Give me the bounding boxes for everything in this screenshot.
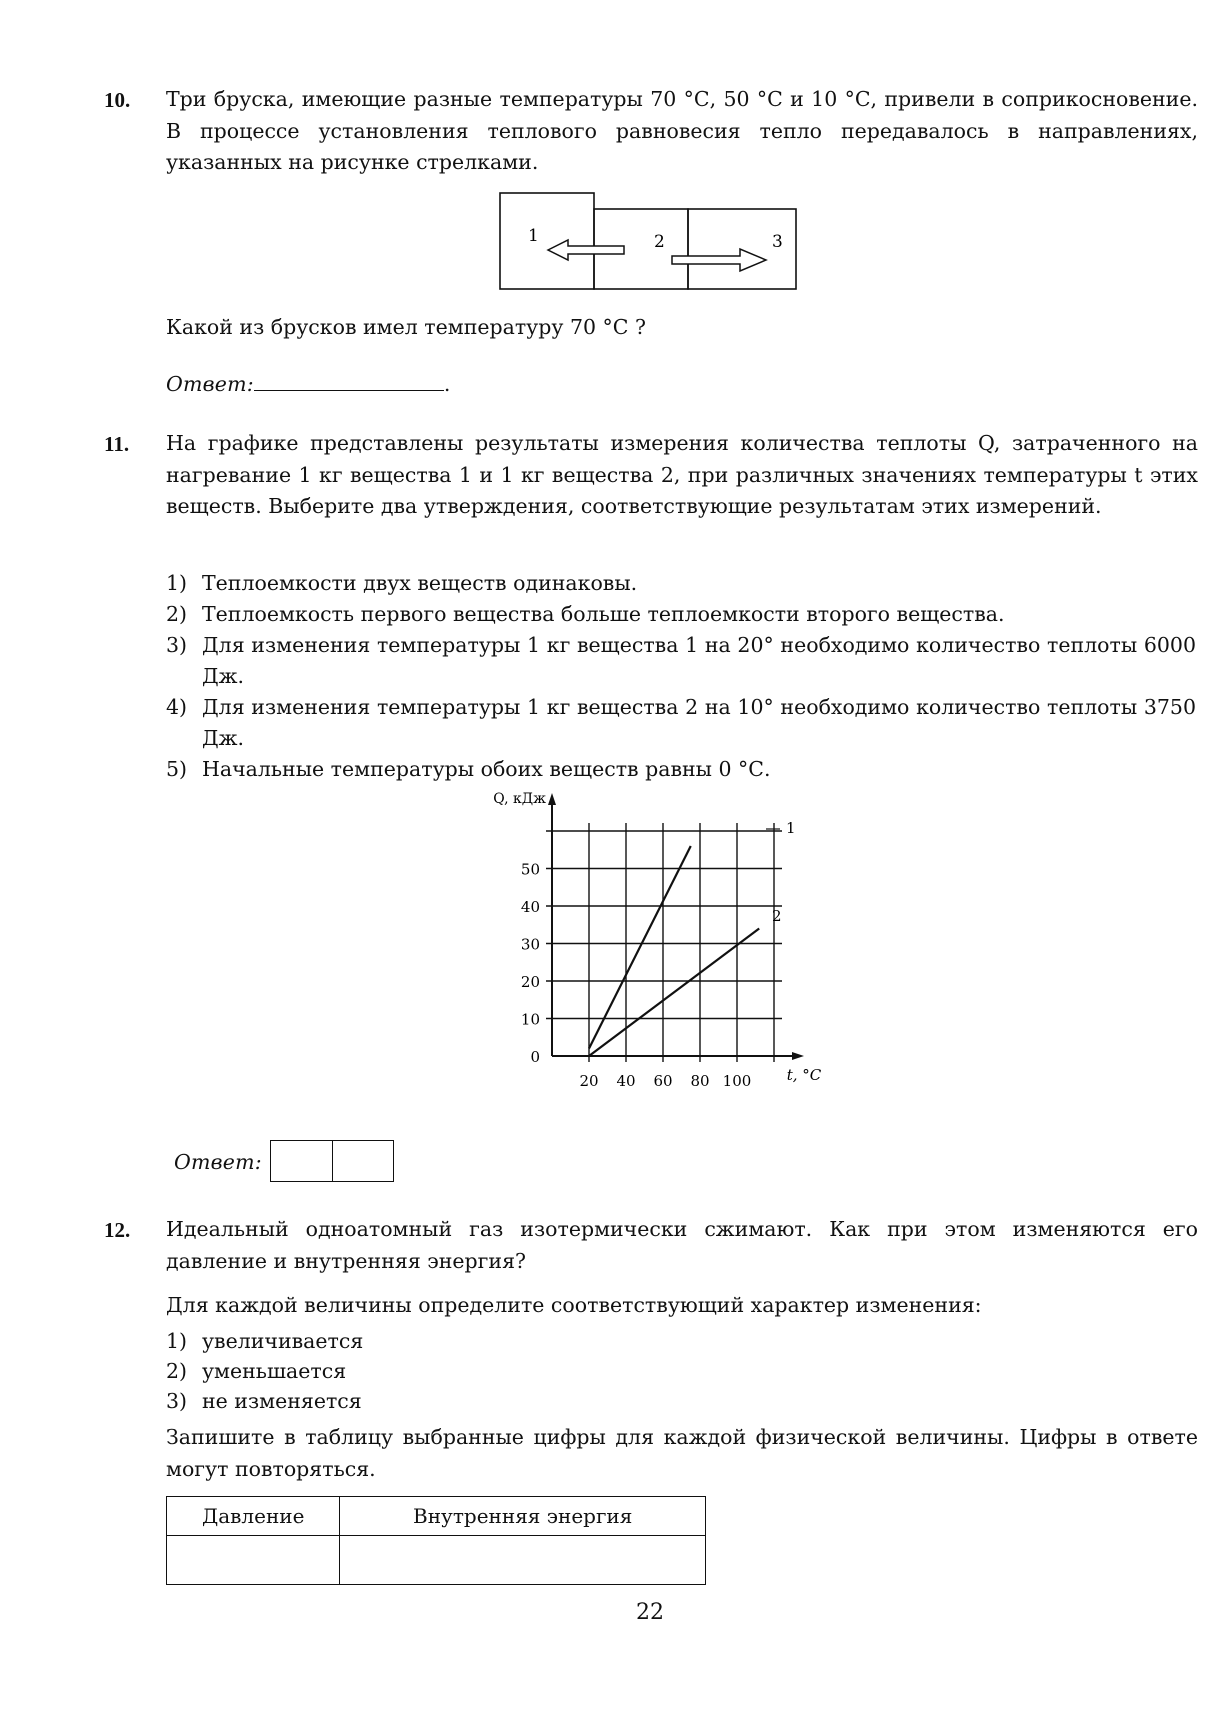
answer-11-label: Ответ: <box>174 1150 262 1174</box>
table-header-energy: Внутренняя энергия <box>340 1497 706 1536</box>
option-11-2: 2) Теплоемкость первого вещества больше теплоемкости второго вещества. <box>166 602 1005 626</box>
option-11-5: 5) Начальные температуры обоих веществ равны 0 °С. <box>166 757 771 781</box>
question-12-number: 12. <box>104 1218 131 1242</box>
bar-label-2: 2 <box>654 232 665 252</box>
bar-label-3: 3 <box>772 232 783 252</box>
y-axis-arrow-icon <box>548 793 556 805</box>
option-12-1: 1) увеличивается <box>166 1329 364 1353</box>
y-tick-label: 30 <box>520 935 540 954</box>
x-tick-label: 40 <box>616 1072 636 1090</box>
y-tick-label: 50 <box>520 860 540 879</box>
series-label-2: 2 <box>772 907 782 925</box>
question-10-number: 10. <box>104 88 131 112</box>
heat-chart <box>470 786 830 1096</box>
answer-12-table <box>166 1496 706 1585</box>
answer-11-boxes[interactable] <box>270 1140 394 1182</box>
answer-11-cell-1[interactable] <box>271 1141 333 1181</box>
page-number: 22 <box>636 1600 664 1625</box>
question-12-text: Идеальный одноатомный газ изотермически сжимают. Как при этом изменяются его давление и внутренняя энергия? <box>166 1217 1198 1273</box>
answer-12-energy-cell[interactable] <box>340 1536 706 1585</box>
arrow-left-icon <box>548 240 624 260</box>
question-12-note: Запишите в таблицу выбранные цифры для каждой физической величины. Цифры в ответе могут повторяться. <box>166 1425 1198 1481</box>
answer-10-row: Ответ: . <box>166 372 451 396</box>
bar-1 <box>500 193 594 289</box>
y-tick-label: 40 <box>520 898 540 916</box>
y-tick-label: 20 <box>520 973 540 991</box>
answer-12-pressure-cell[interactable] <box>167 1536 340 1585</box>
x-axis-arrow-icon <box>792 1052 804 1060</box>
x-tick-label: 20 <box>579 1072 599 1090</box>
x-tick-label: 80 <box>690 1072 710 1090</box>
x-tick-label: 100 <box>722 1072 752 1090</box>
option-12-2: 2) уменьшается <box>166 1359 347 1383</box>
series-line-2 <box>589 929 759 1057</box>
option-11-4: 4) Для изменения температуры 1 кг вещества 2 на 10° необходимо количество теплоты 3750 Дж. <box>166 695 1196 750</box>
y-tick-label: 0 <box>530 1048 540 1066</box>
question-10-text: Три бруска, имеющие разные температуры 70 °С, 50 °С и 10 °С, привели в соприкосновение. В процессе установления теплового равновесия тепло передавалось в направлениях, указанных на рисунке стрелками. <box>166 87 1198 174</box>
question-11-number: 11. <box>104 432 130 456</box>
series-label-1: 1 <box>786 819 796 837</box>
bar-label-1: 1 <box>528 226 539 246</box>
question-10-prompt: Какой из брусков имел температуру 70 °С ? <box>166 315 646 339</box>
x-axis-label: t, °С <box>786 1066 822 1084</box>
y-axis-label: Q, кДж <box>493 791 546 807</box>
table-header-pressure: Давление <box>167 1497 340 1536</box>
arrow-right-icon <box>672 249 766 271</box>
question-12-instruction: Для каждой величины определите соответствующий характер изменения: <box>166 1293 982 1317</box>
answer-10-label: Ответ: <box>166 372 254 396</box>
option-12-3: 3) не изменяется <box>166 1389 362 1413</box>
bars-figure <box>490 190 810 292</box>
x-tick-label: 60 <box>653 1072 673 1090</box>
y-tick-label: 10 <box>520 1010 540 1029</box>
option-11-1: 1) Теплоемкости двух веществ одинаковы. <box>166 571 638 595</box>
question-11-text: На графике представлены результаты измерения количества теплоты Q, затраченного на нагревание 1 кг вещества 1 и 1 кг вещества 2, при различных значениях температуры t этих веществ. Выберите два утверждения, соответствующие результатам этих измерений. <box>166 431 1198 518</box>
answer-11-cell-2[interactable] <box>333 1141 394 1181</box>
answer-10-input[interactable] <box>254 370 444 391</box>
option-11-3: 3) Для изменения температуры 1 кг вещества 1 на 20° необходимо количество теплоты 6000 Дж. <box>166 633 1196 688</box>
